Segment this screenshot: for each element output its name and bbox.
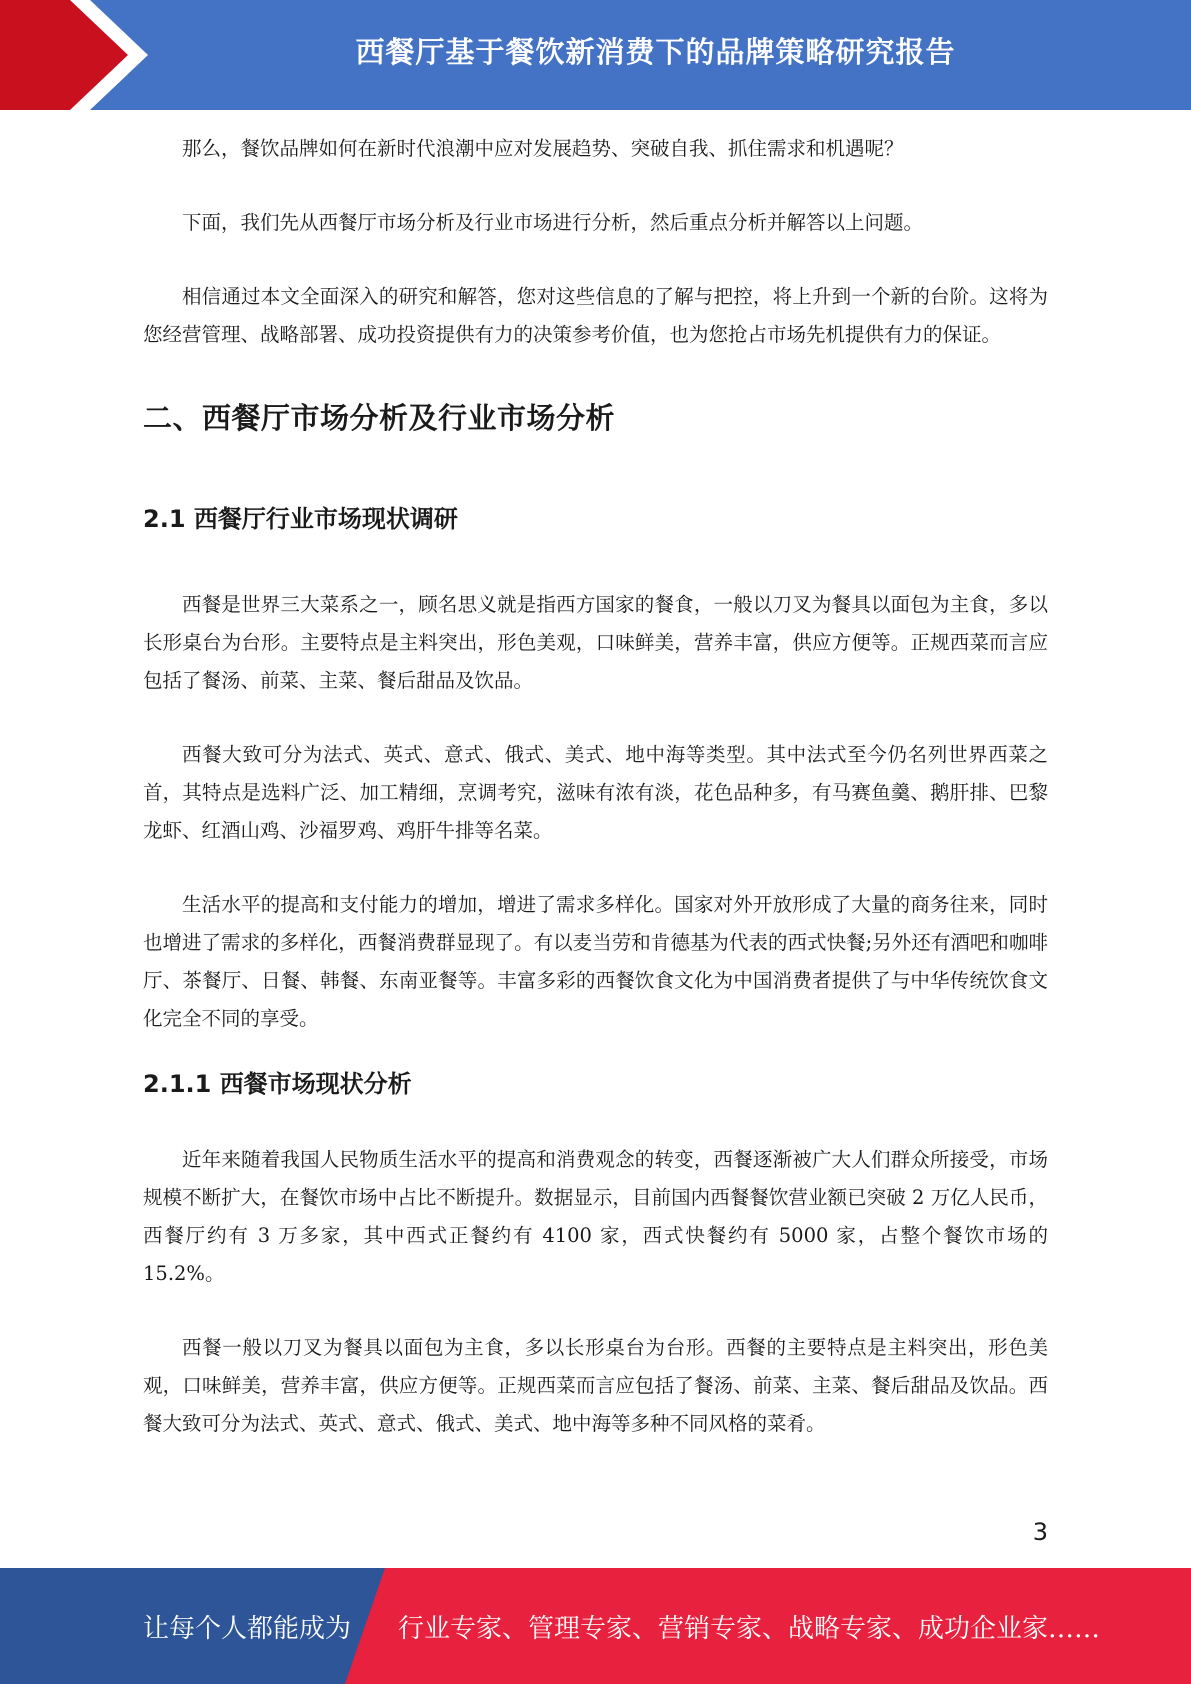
paragraph: 相信通过本文全面深入的研究和解答，您对这些信息的了解与把控，将上升到一个新的台阶。这将为您经营管理、战略部署、成功投资提供有力的决策参考价值，也为您抢占市场先机提供有力的保证。 (143, 285, 1048, 346)
paragraph: 近年来随着我国人民物质生活水平的提高和消费观念的转变，西餐逐渐被广大人们群众所接受，市场规模不断扩大，在餐饮市场中占比不断提升。数据显示，目前国内西餐餐饮营业额已突破 2 万亿人民币，西餐厅约有 3 万多家，其中西式正餐约有 4100 家，西式快餐约有 5000 家，占整个餐饮市场的 15.2%。 (143, 1148, 1048, 1285)
document-body (143, 130, 1048, 1443)
paragraph: 生活水平的提高和支付能力的增加，增进了需求多样化。国家对外开放形成了大量的商务往来，同时也增进了需求的多样化，西餐消费群显现了。有以麦当劳和肯德基为代表的西式快餐;另外还有酒吧和咖啡厅、茶餐厅、日餐、韩餐、东南亚餐等。丰富多彩的西餐饮食文化为中国消费者提供了与中华传统饮食文化完全不同的享受。 (143, 893, 1048, 1030)
paragraph: 下面，我们先从西餐厅市场分析及行业市场进行分析，然后重点分析并解答以上问题。 (182, 211, 924, 234)
section-heading: 二、西餐厅市场分析及行业市场分析 (143, 401, 616, 435)
subsubsection-heading: 2.1.1 西餐市场现状分析 (143, 1070, 412, 1098)
paragraph: 西餐一般以刀叉为餐具以面包为主食，多以长形桌台为台形。西餐的主要特点是主料突出，形色美观，口味鲜美，营养丰富，供应方便等。正规西菜而言应包括了餐汤、前菜、主菜、餐后甜品及饮品。西餐大致可分为法式、英式、意式、俄式、美式、地中海等多种不同风格的菜肴。 (143, 1336, 1048, 1435)
subsection-heading: 2.1 西餐厅行业市场现状调研 (143, 505, 458, 533)
page-header (0, 0, 1191, 110)
paragraph: 西餐是世界三大菜系之一，顾名思义就是指西方国家的餐食，一般以刀叉为餐具以面包为主食，多以长形桌台为台形。主要特点是主料突出，形色美观，口味鲜美，营养丰富，供应方便等。正规西菜而言应包括了餐汤、前菜、主菜、餐后甜品及饮品。 (143, 593, 1048, 692)
report-title: 西餐厅基于餐饮新消费下的品牌策略研究报告 (355, 34, 956, 69)
footer-slogan-right: 行业专家、管理专家、营销专家、战略专家、成功企业家…… (398, 1613, 1101, 1644)
paragraph: 那么，餐饮品牌如何在新时代浪潮中应对发展趋势、突破自我、抓住需求和机遇呢？ (182, 137, 904, 160)
footer-slogan-left: 让每个人都能成为 (143, 1613, 352, 1644)
page-number: 3 (1032, 1518, 1048, 1546)
page-footer (0, 1568, 1191, 1684)
paragraph: 西餐大致可分为法式、英式、意式、俄式、美式、地中海等类型。其中法式至今仍名列世界西菜之首，其特点是选料广泛、加工精细，烹调考究，滋味有浓有淡，花色品种多，有马赛鱼羹、鹅肝排、巴黎龙虾、红酒山鸡、沙福罗鸡、鸡肝牛排等名菜。 (143, 743, 1048, 842)
